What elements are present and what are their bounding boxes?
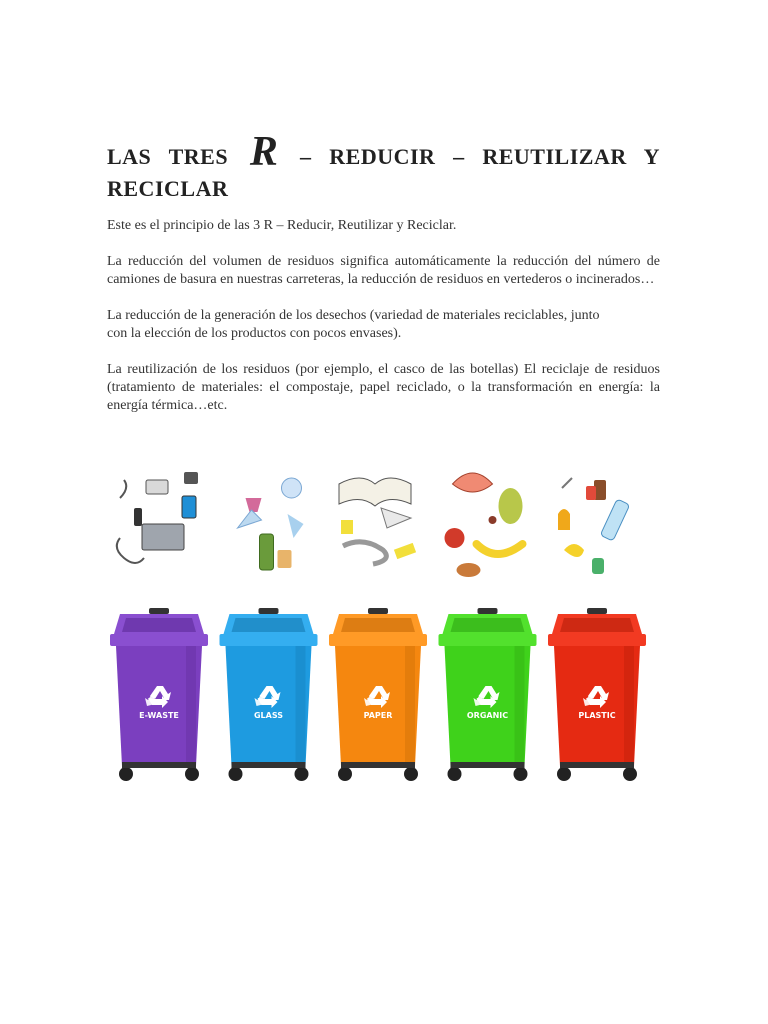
bin-glass bbox=[220, 478, 318, 781]
waste-items-paper bbox=[339, 478, 416, 564]
title-big-letter: R bbox=[249, 129, 279, 175]
waste-items-organic bbox=[445, 473, 523, 577]
paragraph-reduction-volume: La reducción del volumen de residuos significa automáticamente la reducción del número de camiones de basura en nuestras carreteras, la reducción de residuos en vertederos o incinerados… bbox=[107, 254, 660, 287]
document-content bbox=[107, 129, 661, 433]
paragraph-reuse-recycle: La reutilización de los residuos (por ejemplo, el casco de las botellas) El reciclaje de residuos (tratamiento de materiales: el compostaje, papel reciclado, o la transformación en energía: la energía térmica…etc. bbox=[107, 362, 660, 413]
paragraph-reduction-line1: La reducción de la generación de los desechos (variedad de materiales reciclables, junto bbox=[107, 308, 600, 323]
bin-label: E-WASTE bbox=[139, 711, 179, 720]
bin-organic bbox=[439, 473, 537, 781]
title-line2: RECICLAR bbox=[107, 176, 229, 201]
waste-items-e-waste bbox=[117, 472, 198, 563]
title-part1: LAS TRES bbox=[107, 144, 229, 169]
bin-e-waste bbox=[110, 472, 208, 781]
bin-label: GLASS bbox=[253, 711, 284, 720]
paragraph-intro: Este es el principio de las 3 R – Reducir, Reutilizar y Reciclar. bbox=[107, 218, 457, 233]
page-title bbox=[107, 129, 661, 205]
title-part2: – REDUCIR – REUTILIZAR Y bbox=[300, 144, 661, 169]
recycling-bins-illustration bbox=[104, 458, 654, 800]
waste-items-plastic bbox=[558, 478, 630, 574]
bin-paper bbox=[329, 478, 427, 781]
recycling-bins-svg bbox=[104, 458, 654, 800]
bin-plastic bbox=[548, 478, 646, 781]
bin-label: ORGANIC bbox=[466, 711, 509, 720]
paragraph-reduction-line2: con la elección de los productos con pocos envases). bbox=[107, 326, 402, 341]
bin-label: PAPER bbox=[363, 711, 393, 720]
waste-items-glass bbox=[238, 478, 304, 570]
bin-label: PLASTIC bbox=[578, 711, 616, 720]
paragraph-reduction-generation bbox=[107, 307, 660, 343]
